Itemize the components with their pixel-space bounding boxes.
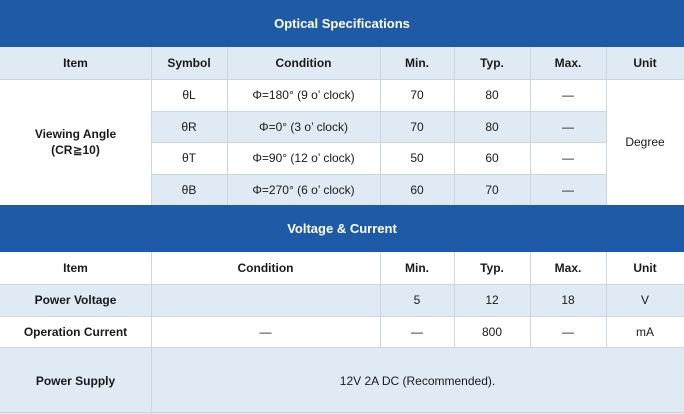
optical-header-typ: Typ. <box>454 47 530 79</box>
grid-line <box>454 252 455 347</box>
optical-row-0-symbol: θL <box>151 79 227 111</box>
viewing-angle-label <box>0 79 151 205</box>
optical-row-0-min: 70 <box>380 79 454 111</box>
optical-header-min: Min. <box>380 47 454 79</box>
grid-line <box>151 142 606 143</box>
voltage-header-min: Min. <box>380 252 454 284</box>
operation-current-max: — <box>530 316 606 347</box>
optical-unit: Degree <box>606 79 684 205</box>
operation-current-min: — <box>380 316 454 347</box>
voltage-title-text: Voltage & Current <box>287 220 397 236</box>
power-voltage-unit: V <box>606 284 684 316</box>
power-supply-value: 12V 2A DC (Recommended). <box>151 347 684 414</box>
voltage-title <box>0 205 684 252</box>
optical-row-3-min: 60 <box>380 174 454 205</box>
optical-row-1-symbol: θR <box>151 111 227 142</box>
voltage-header-condition: Condition <box>151 252 380 284</box>
power-voltage-max: 18 <box>530 284 606 316</box>
optical-row-2-condition: Φ=90° (12 o’ clock) <box>227 142 380 174</box>
grid-line <box>151 111 606 112</box>
grid-line <box>606 47 607 205</box>
optical-row-0-condition: Φ=180° (9 o’ clock) <box>227 79 380 111</box>
grid-line <box>530 252 531 347</box>
viewing-angle-line1: Viewing Angle <box>34 127 117 141</box>
optical-row-3-typ: 70 <box>454 174 530 205</box>
optical-header-unit: Unit <box>606 47 684 79</box>
optical-row-1-condition: Φ=0° (3 o’ clock) <box>227 111 380 142</box>
voltage-header-max: Max. <box>530 252 606 284</box>
power-voltage-min: 5 <box>380 284 454 316</box>
viewing-angle-line2: (CR≧10) <box>51 143 100 157</box>
optical-row-1-min: 70 <box>380 111 454 142</box>
optical-row-0-max: — <box>530 79 606 111</box>
grid-line <box>530 47 531 205</box>
grid-line <box>0 316 684 317</box>
voltage-header-unit: Unit <box>606 252 684 284</box>
grid-line <box>606 252 607 347</box>
optical-row-3-symbol: θB <box>151 174 227 205</box>
optical-header-max: Max. <box>530 47 606 79</box>
voltage-header-typ: Typ. <box>454 252 530 284</box>
operation-current-typ: 800 <box>454 316 530 347</box>
operation-current-unit: mA <box>606 316 684 347</box>
optical-title <box>0 0 684 47</box>
grid-line <box>380 252 381 347</box>
power-voltage-typ: 12 <box>454 284 530 316</box>
optical-header-item: Item <box>0 47 151 79</box>
optical-row-2-max: — <box>530 142 606 174</box>
optical-title-text: Optical Specifications <box>274 15 410 31</box>
optical-row-3-max: — <box>530 174 606 205</box>
optical-header-symbol: Symbol <box>151 47 227 79</box>
voltage-header-item: Item <box>0 252 151 284</box>
operation-current-condition: — <box>151 316 380 347</box>
optical-row-2-typ: 60 <box>454 142 530 174</box>
optical-row-3-condition: Φ=270° (6 o’ clock) <box>227 174 380 205</box>
grid-line <box>151 47 152 205</box>
power-voltage-item: Power Voltage <box>0 284 151 316</box>
grid-line <box>0 284 684 285</box>
optical-row-1-typ: 80 <box>454 111 530 142</box>
optical-row-2-symbol: θT <box>151 142 227 174</box>
power-supply-item: Power Supply <box>0 347 151 414</box>
optical-header-condition: Condition <box>227 47 380 79</box>
grid-line <box>227 47 228 205</box>
operation-current-item: Operation Current <box>0 316 151 347</box>
optical-row-1-max: — <box>530 111 606 142</box>
power-voltage-condition <box>151 284 380 316</box>
optical-row-2-min: 50 <box>380 142 454 174</box>
grid-line <box>151 174 606 175</box>
grid-line <box>454 47 455 205</box>
optical-row-0-typ: 80 <box>454 79 530 111</box>
grid-line <box>0 412 684 413</box>
grid-line <box>0 79 684 80</box>
grid-line <box>380 47 381 205</box>
grid-line <box>151 252 152 414</box>
grid-line <box>0 347 684 348</box>
